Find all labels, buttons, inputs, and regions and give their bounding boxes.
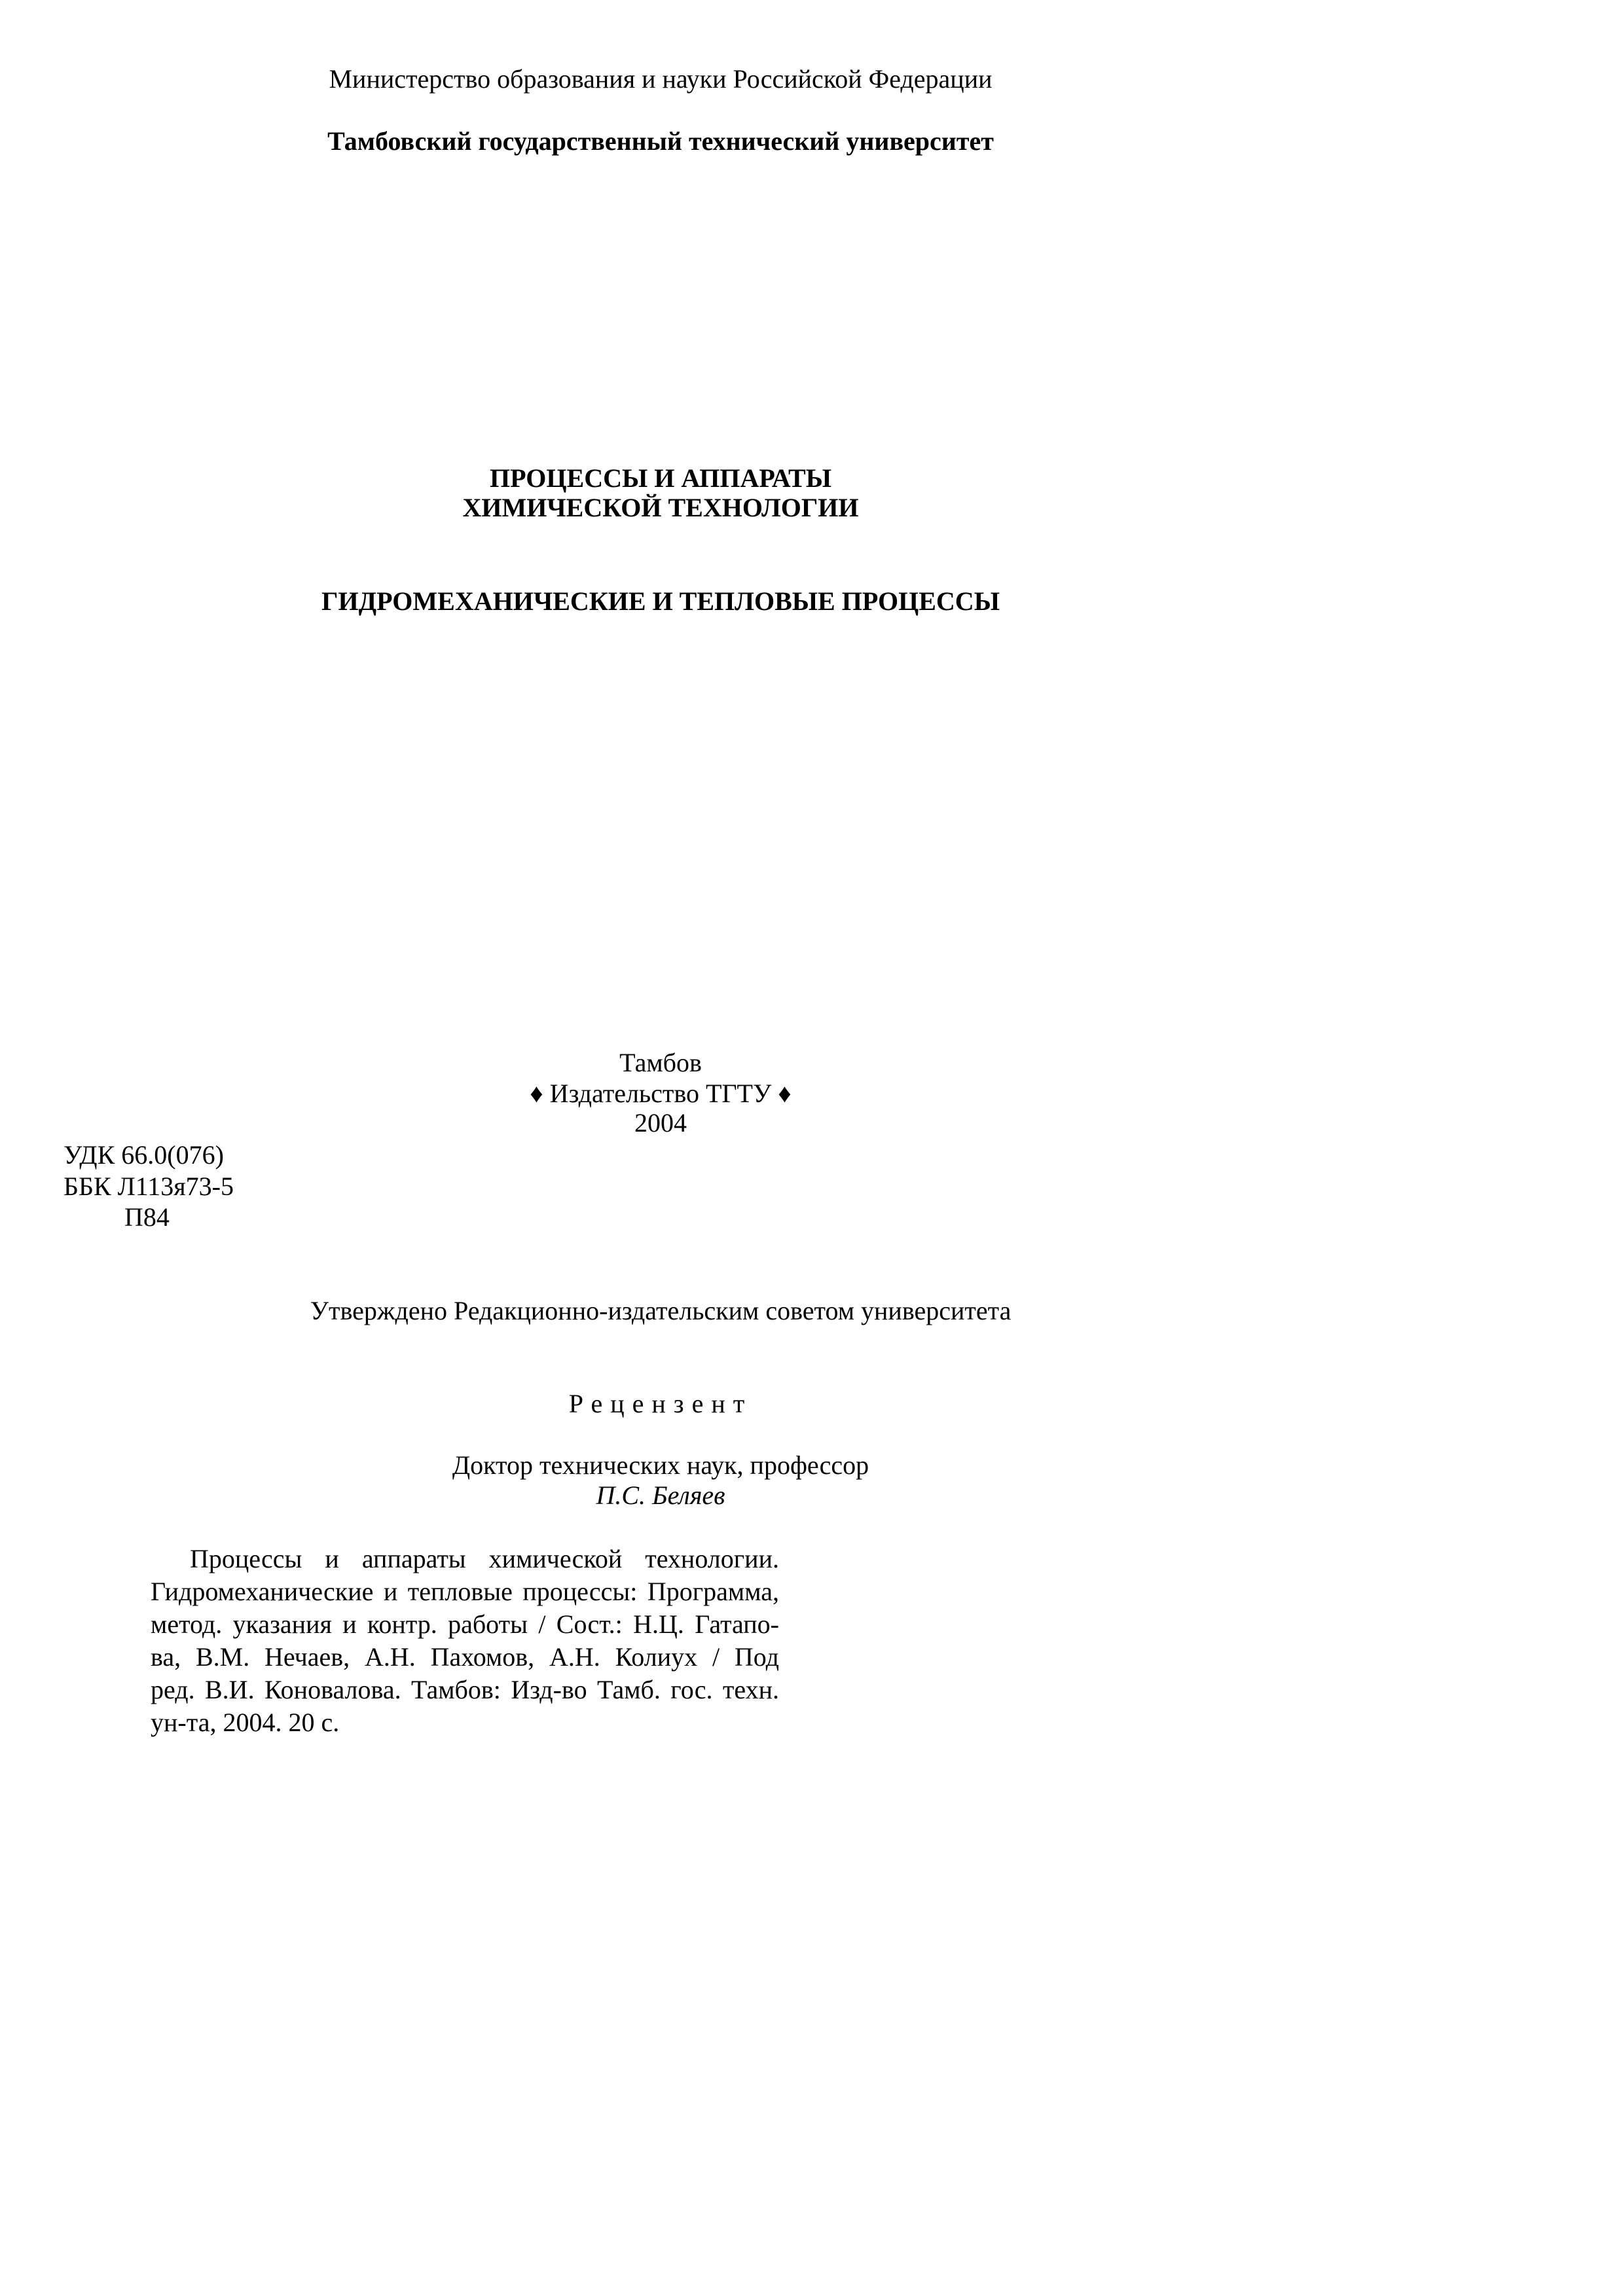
subtitle-line: ГИДРОМЕХАНИЧЕСКИЕ И ТЕПЛОВЫЕ ПРОЦЕССЫ (321, 586, 1000, 616)
imprint-publisher: ♦ Издательство ТГТУ ♦ (530, 1079, 792, 1108)
imprint-year: 2004 (634, 1108, 687, 1138)
bbk-code: ББК Л113я73-5 (64, 1172, 234, 1201)
annotation-line: Гидромеханические и тепловые процессы: Программа, (151, 1577, 779, 1606)
reviewer-heading: Рецензент (568, 1389, 753, 1418)
annotation-line: ун-та, 2004. 20 с. (151, 1708, 340, 1737)
university-line: Тамбовский государственный технический университет (327, 126, 994, 156)
ministry-line: Министерство образования и науки Российской Федерации (329, 64, 993, 94)
author-mark: П84 (124, 1202, 170, 1232)
annotation-line: метод. указания и контр. работы / Сост.: Н.Ц. Гатапо- (151, 1609, 779, 1639)
annotation-line: Процессы и аппараты химической технологии. (190, 1544, 779, 1573)
approval-line: Утверждено Редакционно-издательским советом университета (310, 1296, 1012, 1325)
title-line-1: ПРОЦЕССЫ И АППАРАТЫ (489, 463, 832, 493)
title-line-2: ХИМИЧЕСКОЙ ТЕХНОЛОГИИ (462, 493, 859, 522)
udk-code: УДК 66.0(076) (64, 1140, 224, 1170)
annotation-line: ва, В.М. Нечаев, А.Н. Пахомов, А.Н. Колиух / Под (151, 1642, 779, 1672)
bibliographic-annotation (151, 1543, 779, 1739)
reviewer-name: П.С. Беляев (596, 1480, 725, 1510)
imprint-city: Тамбов (619, 1048, 702, 1077)
reviewer-degree: Доктор технических наук, профессор (452, 1450, 869, 1480)
annotation-line: ред. В.И. Коновалова. Тамбов: Изд-во Тамб. гос. техн. (151, 1675, 779, 1704)
